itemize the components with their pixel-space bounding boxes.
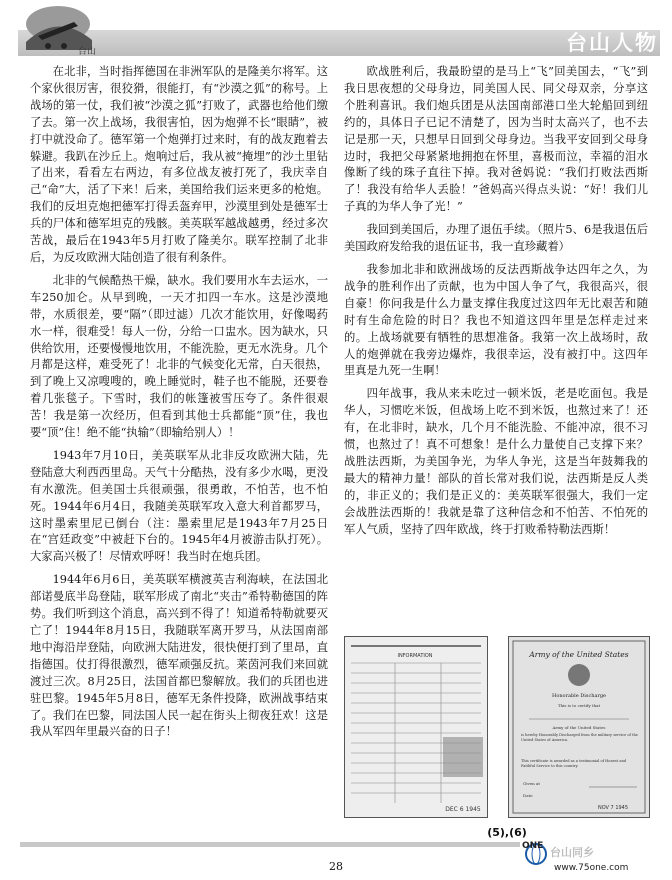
left-column — [30, 64, 328, 747]
discharge-certificate-image — [509, 637, 649, 817]
certificate-stamp: NOV 7 1945 — [597, 805, 629, 811]
right-paragraph-3: 我参加北非和欧洲战场的反法西斯战争达四年之久，为战争的胜利作出了贡献，也为中国人争了气，我很高兴，很自豪！你问我是什么力量支撑住我度过这四年无比艰苦和随时有生命危险的时日？我也不知道这四年里是怎样走过来的。上战场就要有牺牲的思想准备。我第一次上战场时，敌人的炮弹就在我旁边爆炸，我很幸运，没有被打中。这四年里真是九死一生啊！ — [344, 262, 648, 378]
certificate-heading: Army of the United States — [529, 650, 629, 659]
left-paragraph-4: 1944年6月6日，美英联军横渡英吉利海峡，在法国北部诺曼底半岛登陆，联军形成了南北“夹击”希特勒德国的阵势。我们听到这个消息，高兴到不得了！知道希特勒就要灭亡了！1944年8月15日，我随联军离开罗马，从法国南部地中海沿岸登陆，向欧洲大陆进发，很快便打到了里昂，直指德国。仗打得很激烈，德军顽强反抗。莱茵河我们来回就渡过三次。8月25日，法国首都巴黎解放。我们的兵团也进驻巴黎。1945年5月8日，德军无条件投降，欧洲战事结束了。我们在巴黎，同法国人民一起在街头上彻夜狂欢！这是我从军四年里最兴奋的日子！ — [30, 573, 328, 739]
certificate-given-at: Given at — [523, 781, 540, 786]
page-title: 台山人物 — [566, 31, 658, 55]
certificate-line1: This is to certify that — [557, 703, 601, 708]
left-paragraph-1: 在北非，当时指挥德国在非洲军队的是隆美尔将军。这个家伙很厉害，很狡猾，很能打，有“沙漠之狐”的称号。上战场的第一仗，我们被“沙漠之狐”打败了，武器也给他们缴了去。第一次上战场，我很害怕，因为炮弹不长“眼睛”，被打中就没命了。德军第一个炮弹打过来时，有的战友跑着去躲避。我趴在沙丘上。炮响过后，我从被“掩埋”的沙土里钻了出来，看看左右两边，有多位战友被打死了，我庆幸自己“命”大，活了下来！后来，美国给我们运来更多的枪炮。我们的反坦克炮把德军打得丢盔弃甲，沙漠里到处是德军士兵的尸体和德军坦克的残骸。美英联军越战越勇，经过多次苦战，最后在1943年5月打败了隆美尔。联军控制了北非后，为反攻欧洲大陆创造了很有利条件。 — [30, 65, 328, 264]
page-number: 28 — [329, 860, 343, 873]
discharge-record-image — [345, 637, 487, 817]
right-paragraph-4: 四年战事，我从来未吃过一顿米饭，老是吃面包。我是华人，习惯吃米饭，但战场上吃不到米饭，也熬过来了！还有，在北非时，缺水，几个月不能洗脸、不能冲凉，很不习惯，也熬过了！真不可想象！是什么力量使自己支撑下来？战胜法西斯，为美国争光，为华人争光，这是当年鼓舞我的最大的精神力量！部队的首长常对我们说，法西斯是反人类的，非正义的；我们是正义的：美英联军很强大，我们一定会战胜法西斯的！我就是靠了这种信念和不怕苦、不怕死的军人气质，坚持了四年欧战，终于打败希特勒法西斯！ — [344, 387, 648, 536]
right-column — [344, 64, 648, 544]
site-logo — [516, 834, 666, 874]
left-paragraph-2: 北非的气候酷热干燥，缺水。我们要用水车去运水，一车250加仑。从早到晚，一天才扣四一车水。这是沙漠地带，水质很差，要“隔”（即过滤）几次才能饮用，好像喝药水一样，很难受！每人一份，分给一口盅水。因为缺水，只供给饮用，还要慢慢地饮用，不能洗脸，更无水洗身。几个月都是这样，难受死了！北非的气候变化无常，白天很热，到了晚上又凉嗖嗖的，晚上睡觉时，鞋子也不能脱，还要卷着几张毯子。下雪时，我们的帐篷被雪压夸了。条件很艰苦！我是第一次经历，但看到其他士兵都能“顶”住，我也要“顶”住！绝不能“执输”（即输给别人）！ — [30, 273, 328, 440]
certificate-body-2: This certificate is awarded as a testimonial of Honest and Faithful Service to this country. — [521, 759, 627, 768]
record-label: INFORMATION — [397, 653, 433, 659]
discharge-record-photo — [344, 636, 488, 818]
certificate-subheading: Honorable Discharge — [551, 693, 607, 699]
footer-bar — [20, 842, 520, 847]
right-paragraph-1: 欧战胜利后，我最盼望的是马上“飞”回美国去，“飞”到我日思夜想的父母身边，同美国人民、同父母双亲，分享这个胜利喜讯。我们炮兵团是从法国南部港口坐大轮船回到纽约的，具体日子已记不清楚了，因为当时太高兴了，也不去记是那一天，只想早日回到父母身边。当我平安回到父母身边时，我把父母紧紧地拥抱在怀里，喜极而泣，幸福的泪水像断了线的珠子直往下掉。我对爸妈说：“我们打败法西斯了！我没有给华人丢脸！”爸妈高兴得点头说：“好！我们儿子真的为华人争了光！” — [344, 65, 648, 214]
photo-caption: (5),(6) — [487, 826, 527, 839]
site-url: www.75one.com — [554, 863, 629, 873]
site-logo-text: ONE — [522, 841, 544, 851]
discharge-certificate-photo — [508, 636, 650, 818]
header-logo-text: 台山 — [78, 47, 97, 57]
certificate-line2: Army of the United States — [552, 725, 606, 730]
discharge-photos — [344, 636, 648, 816]
record-stamp: DEC 6 1945 — [445, 806, 481, 813]
certificate-date-label: Date — [523, 793, 533, 798]
certificate-body: is hereby Honorably Discharged from the military service of the United States of America. — [521, 733, 638, 742]
left-paragraph-3: 1943年7月10日，美英联军从北非反攻欧洲大陆，先登陆意大利西西里岛。天气十分酷热，没有多少水喝，更没有水激洗。但美国士兵很顽强，很勇敢，不怕苦，也不怕死。1944年6月4日，我随美英联军攻入意大利首都罗马，这时墨索里尼已倒台（注：墨索里尼是1943年7月25日在“宫廷政变”中被赶下台的。1945年4月被游击队打死）。大家高兴极了！尽情欢呼呀！我当时在炮兵团。 — [30, 448, 328, 564]
site-logo-sub: 台山同乡 — [550, 846, 594, 859]
page-header — [0, 0, 672, 62]
right-paragraph-2: 我回到美国后，办理了退伍手续。（照片5、6是我退伍后美国政府发给我的退伍证书，我一直珍藏着） — [344, 223, 648, 254]
header-logo — [18, 2, 138, 60]
